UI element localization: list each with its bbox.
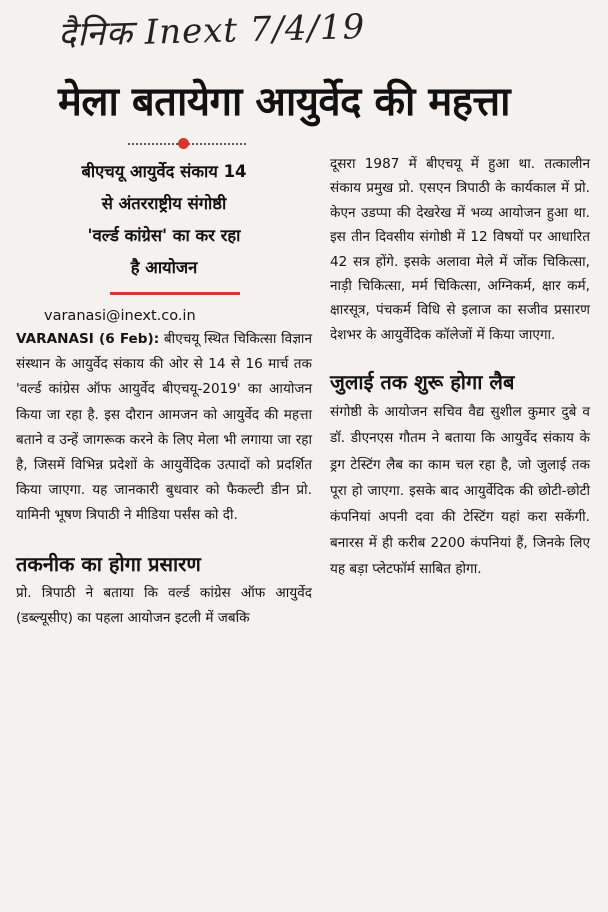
article-paragraph: संगोष्ठी के आयोजन सचिव वैद्य सुशील कुमार दुबे व डॉ. डीएनएस गौतम ने बताया कि आयुर्वेद संकाय के ड्रग टेस्टिंग लैब का काम चल रहा है, जो जुलाई तक पूरा हो जाएगा. इसके बाद आयुर्वेदिक की छोटी-छोटी कंपनियां अपनी दवा की टेस्टिंग यहां करा सकेंगी. बनारस में ही करीब 2200 कंपनियां हैं, जिनके लिए यह बड़ा प्लेटफॉर्म साबित होगा. bbox=[330, 404, 590, 578]
handwritten-note: दैनिक Inext 7/4/19 bbox=[57, 6, 366, 56]
red-divider bbox=[110, 292, 240, 295]
right-column bbox=[330, 152, 590, 583]
left-column bbox=[16, 156, 312, 631]
subheadline-line: से अंतरराष्ट्रीय संगोष्ठी bbox=[101, 194, 227, 213]
headline: मेला बतायेगा आयुर्वेद की महत्ता bbox=[58, 79, 510, 125]
headline-ornament bbox=[128, 138, 246, 150]
paragraph-text: बीएचयू स्थित चिकित्सा विज्ञान संस्थान के आयुर्वेद संकाय की ओर से 14 से 16 मार्च तक 'वर्ल्ड कांग्रेस ऑफ आयुर्वेद बीएचयू-2019' का आयोजन किया जा रहा है. इस दौरान आमजन को आयुर्वेद की महत्ता बताने व उन्हें जागरूक करने के लिए मेला भी लगाया जा रहा है, जिसमें विभिन्न प्रदेशों के आयुर्वेदिक उत्पादों को प्रदर्शित किया जाएगा. यह जानकारी बुधवार को फैकल्टी डीन प्रो. यामिनी भूषण त्रिपाठी ने मीडिया पर्संस को दी. bbox=[16, 331, 312, 524]
article-paragraph: दूसरा 1987 में बीएचयू में हुआ था. तत्कालीन संकाय प्रमुख प्रो. एसएन त्रिपाठी के कार्यकाल में प्रो. केएन उडप्पा की देखरेख में भव्य आयोजन हुआ था. इस तीन दिवसीय संगोष्ठी में 12 विषयों पर आधारित 42 सत्र होंगे. इसके अलावा मेले में जोंक चिकित्सा, नाड़ी चिकित्सा, मर्म चिकित्सा, अग्निकर्म, क्षार कर्म, क्षारसूत्र, पंचकर्म विधि से इलाज का सजीव प्रसारण देशभर के आयुर्वेदिक कॉलेजों में किया जाएगा. bbox=[330, 156, 590, 343]
subheadline bbox=[16, 156, 312, 284]
section-heading: जुलाई तक शुरू होगा लैब bbox=[330, 370, 515, 395]
red-bullet-icon bbox=[178, 138, 189, 149]
article-paragraph: प्रो. त्रिपाठी ने बताया कि वर्ल्ड कांग्रेस ऑफ आयुर्वेद (डब्ल्यूसीए) का पहला आयोजन इटली में जबकि bbox=[16, 584, 312, 626]
article-paragraph bbox=[16, 327, 312, 529]
subheadline-line: बीएचयू आयुर्वेद संकाय 14 bbox=[81, 162, 247, 181]
reporter-email: varanasi@inext.co.in bbox=[44, 308, 196, 324]
section-heading: तकनीक का होगा प्रसारण bbox=[16, 551, 201, 576]
subheadline-line: है आयोजन bbox=[130, 258, 198, 277]
dateline: VARANASI (6 Feb): bbox=[16, 331, 160, 347]
subheadline-line: 'वर्ल्ड कांग्रेस' का कर रहा bbox=[87, 226, 241, 245]
